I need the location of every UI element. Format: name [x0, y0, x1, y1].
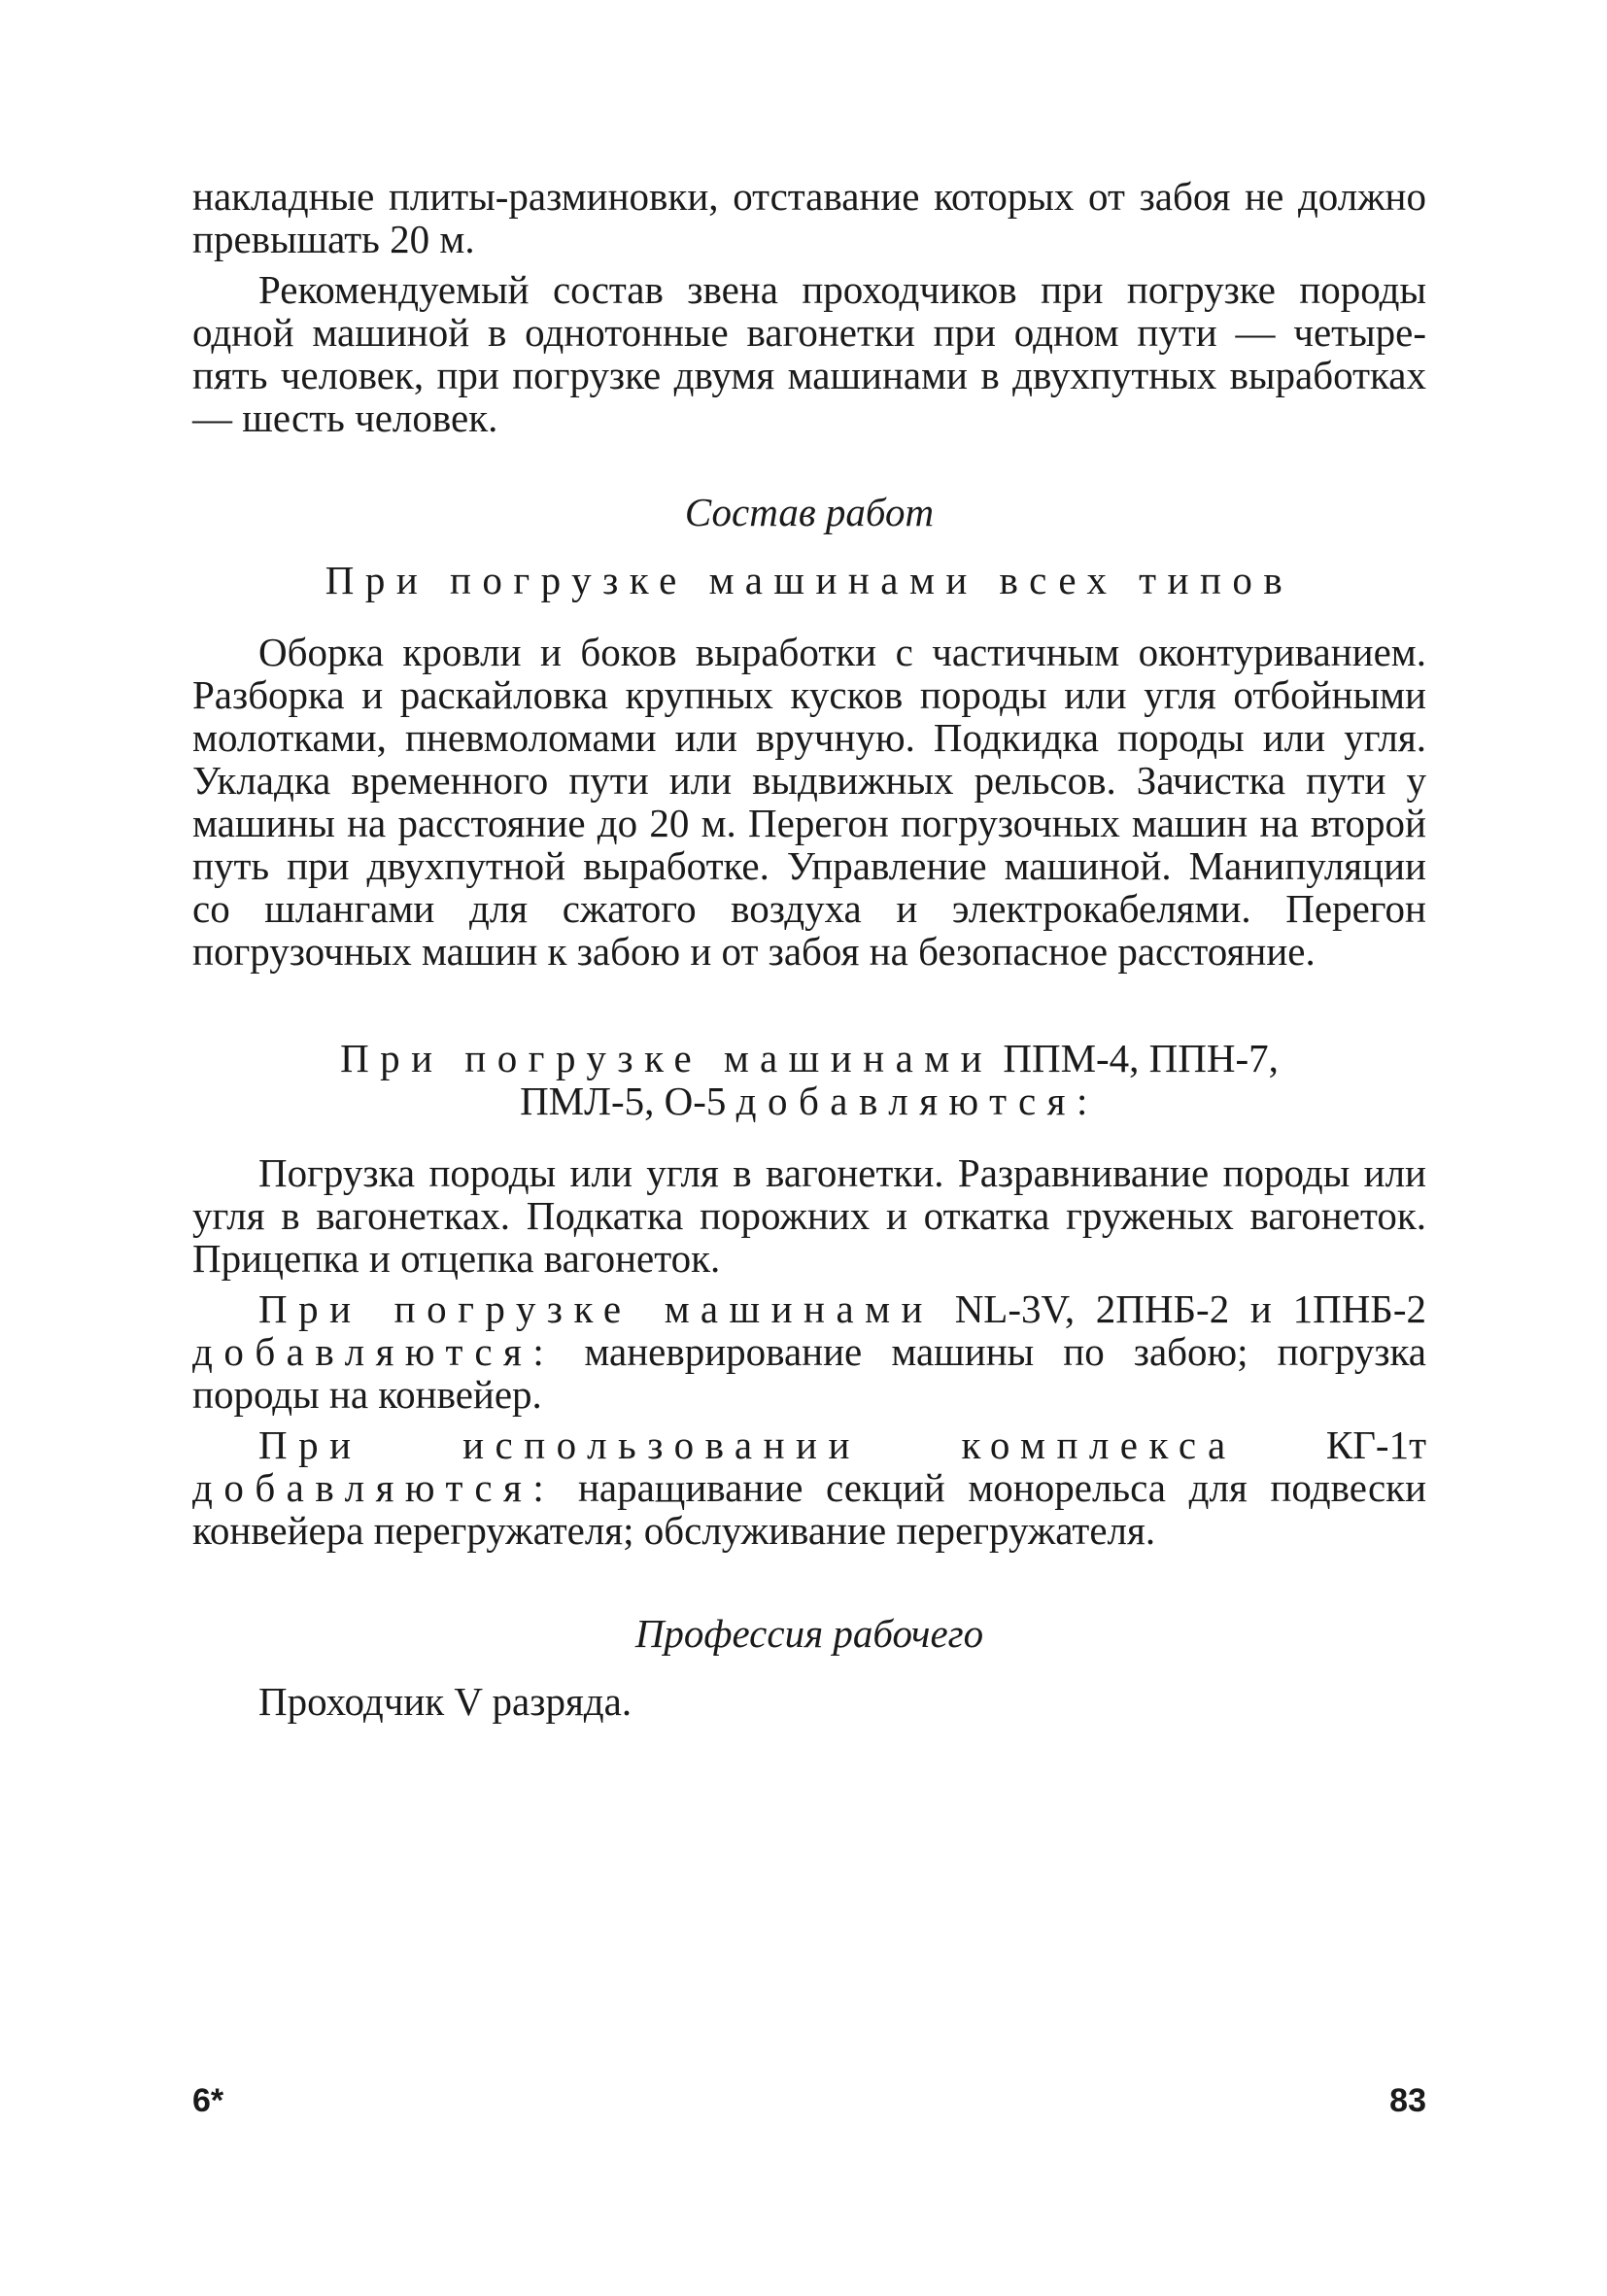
subtitle-ppm-line-2: [192, 1079, 1426, 1122]
signature-mark: 6*: [192, 2082, 224, 2119]
nl-spaced-intro: При погрузке машинами: [258, 1286, 934, 1331]
nl-spaced-add: добавляются:: [192, 1329, 556, 1374]
work-paragraph-kg: [192, 1423, 1426, 1552]
subtitle-ppm-models-2: ПМЛ-5, О-5: [520, 1079, 727, 1123]
intro-paragraph-1: накладные плиты-разминовки, отставание которых от забоя не должно превышать 20 м.: [192, 174, 1426, 261]
kg-rest: наращивание секций монорельса для подвески конвейера перегружателя; обслуживание перегружателя.: [192, 1465, 1427, 1553]
subtitle-ppm-machines: [192, 1037, 1426, 1122]
profession-text: Проходчик V разряда.: [258, 1679, 633, 1724]
subtitle-ppm-models-1: ППМ-4, ППН-7,: [1003, 1036, 1279, 1080]
nl-models: NL-3V, 2ПНБ-2 и 1ПНБ-2: [954, 1286, 1427, 1331]
page-body: [192, 175, 1426, 1723]
subtitle-ppm-spaced-add: добавляются:: [735, 1079, 1099, 1123]
subtitle-ppm-spaced-intro: При погрузке машинами: [340, 1036, 994, 1080]
subtitle-ppm-line-1: [192, 1037, 1426, 1079]
nl-rest: маневрирование машины по забою; погрузка породы на конвейер.: [192, 1329, 1427, 1417]
subtitle-all-machines: При погрузке машинами всех типов: [325, 558, 1294, 602]
work-text-ppm: Погрузка породы или угля в вагонетки. Разравнивание породы или угля в вагонетках. Подкатка порожних и откатка груженых вагонеток. Прицепка и отцепка вагонеток.: [192, 1150, 1426, 1281]
section-title-profession: Профессия рабочего: [634, 1611, 984, 1656]
section-title-work: Состав работ: [684, 490, 935, 534]
kg-spaced-add: добавляются:: [192, 1465, 556, 1510]
kg-spaced-intro: При использовании комплекса: [258, 1422, 1237, 1467]
kg-model: КГ-1т: [1325, 1422, 1426, 1467]
page-number: 83: [1389, 2082, 1426, 2119]
work-text-all-machines: Оборка кровли и боков выработки с частичным оконтуриванием. Разборка и раскайловка крупных кусков породы или угля отбойными молотками, пневмоломами или вручную. Подкидка породы или угля. Укладка временного пути или выдвижных рельсов. Зачистка пути у машины на расстояние до 20 м. Перегон погрузочных машин на второй путь при двухпутной выработке. Управление машиной. Манипуляции со шлангами для сжатого воздуха и электрокабелями. Перегон погрузочных машин к забою и от забоя на безопасное расстояние.: [192, 630, 1426, 974]
work-paragraph-nl: [192, 1287, 1426, 1416]
intro-paragraph-2: Рекомендуемый состав звена проходчиков при погрузке породы одной машиной в однотонные вагонетки при одном пути — четыре-пять человек, при погрузке двумя машинами в двухпутных выработках — шесть человек.: [192, 267, 1426, 440]
